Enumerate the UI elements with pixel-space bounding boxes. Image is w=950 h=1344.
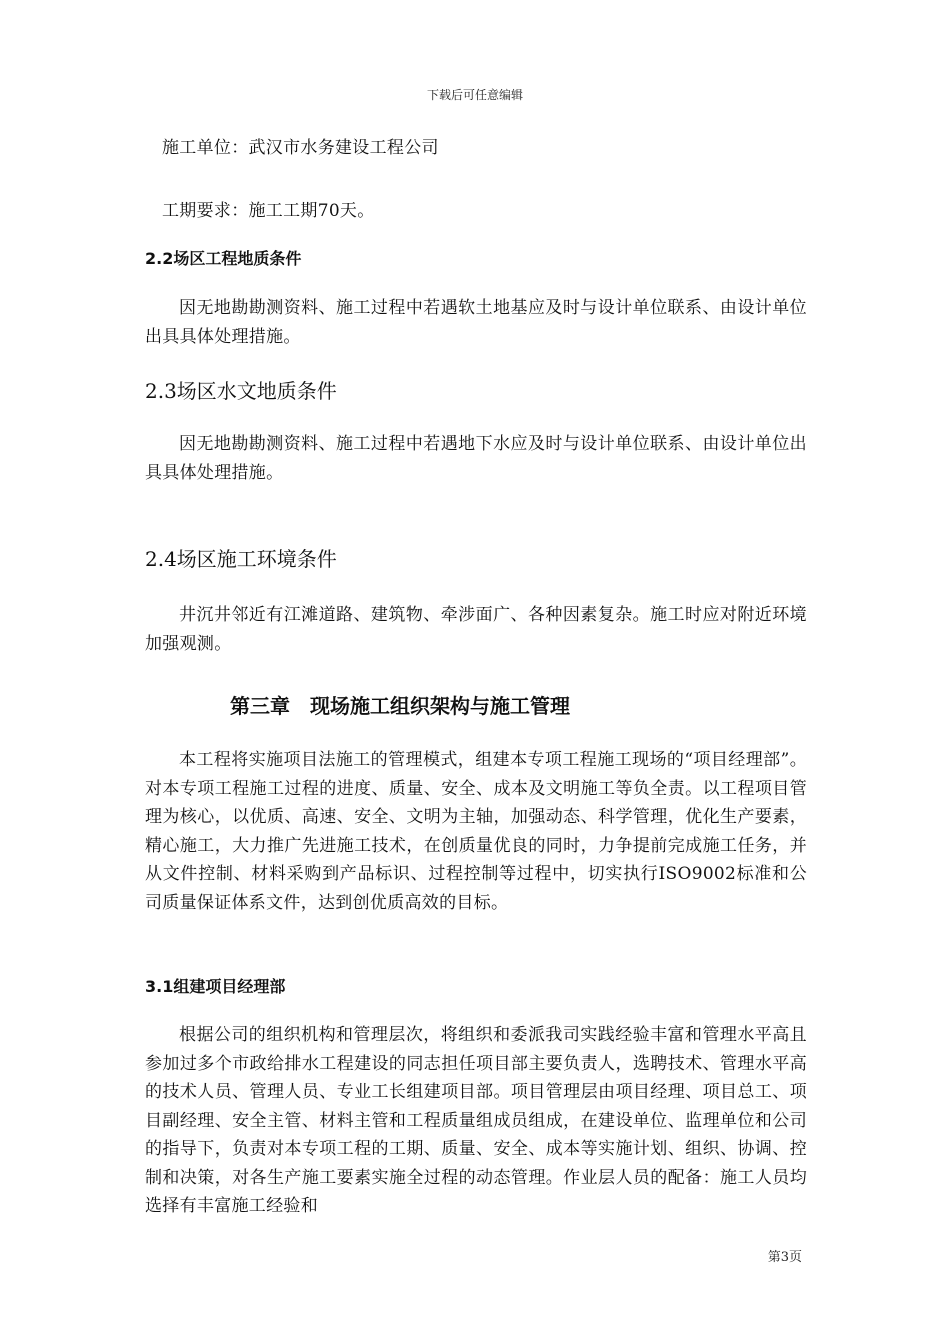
section-2-2-title: 2.2场区工程地质条件 (145, 249, 302, 268)
section-3-1-body: 根据公司的组织机构和管理层次，将组织和委派我司实践经验丰富和管理水平高且参加过多个市政给排水工程建设的同志担任项目部主要负责人，选聘技术、管理水平高的技术人员、管理人员、专业工长组建项目部。项目管理层由项目经理、项目总工、项目副经理、安全主管、材料主管和工程质量组成员组成，在建设单位、监理单位和公司的指导下，负责对本专项工程的工期、质量、安全、成本等实施计划、组织、协调、控制和决策，对各生产施工要素实施全过程的动态管理。作业层人员的配备：施工人员均选择有丰富施工经验和 (145, 1025, 807, 1216)
page-number: 第3页 (767, 1250, 802, 1265)
section-2-4-title: 2.4场区施工环境条件 (145, 547, 337, 571)
schedule-line: 工期要求：施工工期70天。 (162, 201, 375, 221)
section-2-4-body: 井沉井邻近有江滩道路、建筑物、牵涉面广、各种因素复杂。施工时应对附近环境加强观测。 (145, 605, 807, 654)
construction-unit-line: 施工单位：武汉市水务建设工程公司 (162, 138, 439, 158)
chapter-3-title: 第三章 现场施工组织架构与施工管理 (230, 694, 570, 718)
section-2-2-body: 因无地勘勘测资料、施工过程中若遇软土地基应及时与设计单位联系、由设计单位出具具体处理措施。 (145, 298, 807, 347)
section-2-3-title: 2.3场区水文地质条件 (145, 379, 337, 403)
page-header: 下载后可任意编辑 (426, 88, 523, 102)
section-2-3-body: 因无地勘勘测资料、施工过程中若遇地下水应及时与设计单位联系、由设计单位出具具体处理措施。 (145, 434, 807, 483)
section-3-1-title: 3.1组建项目经理部 (145, 977, 286, 996)
chapter-3-body: 本工程将实施项目法施工的管理模式，组建本专项工程施工现场的“项目经理部”。对本专项工程施工过程的进度、质量、安全、成本及文明施工等负全责。以工程项目管理为核心，以优质、高速、安全、文明为主轴，加强动态、科学管理，优化生产要素，精心施工，大力推广先进施工技术，在创质量优良的同时，力争提前完成施工任务，并从文件控制、材料采购到产品标识、过程控制等过程中，切实执行ISO9002标准和公司质量保证体系文件，达到创优质高效的目标。 (145, 750, 807, 913)
